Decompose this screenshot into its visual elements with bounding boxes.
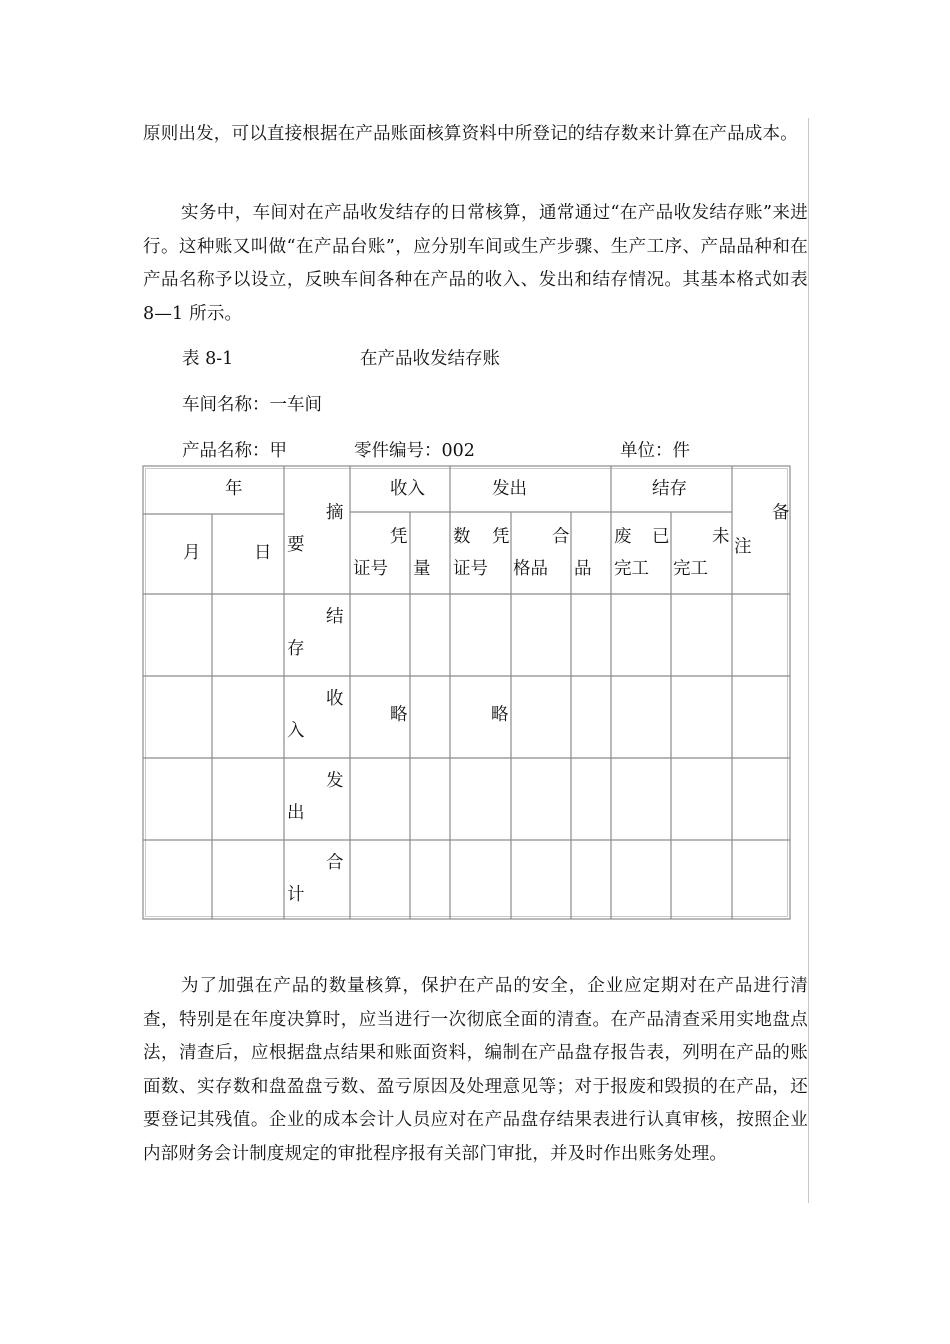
- header-issue-voucher-top: 凭: [492, 527, 510, 547]
- paragraph-3: 为了加强在产品的数量核算，保护在产品的安全，企业应定期对在产品进行清查，特别是在年度决算时，应当进行一次彻底全面的清查。在产品清查采用实地盘点法，清查后，应根据盘点结果和账面资料，编制在产品盘存报告表，列明在产品的账面数、实存数和盘盈盘亏数、盈亏原因及处理意见等；对于报废和毁损的在产品，还要登记其残值。企业的成本会计人员应对在产品盘存结果表进行认真审核，按照企业内部财务会计制度规定的审批程序报有关部门审批，并及时作出账务处理。: [143, 976, 808, 1164]
- header-balance: 结存: [652, 479, 687, 499]
- header-done: 已: [652, 527, 670, 547]
- header-day: 日: [254, 543, 272, 563]
- header-voucher-bottom: 证号: [353, 559, 388, 579]
- header-undone-top: 未: [712, 527, 730, 547]
- header-good-bottom: 格品: [513, 559, 548, 579]
- row-balance-top: 结: [326, 607, 344, 627]
- header-qty: 量: [413, 559, 431, 579]
- paragraph-1: 原则出发，可以直接根据在产品账面核算资料中所登记的结存数来计算在产品成本。: [143, 124, 798, 144]
- row-issue-top: 发: [326, 771, 344, 791]
- header-year: 年: [225, 479, 243, 499]
- header-scrap-top: 废: [614, 527, 632, 547]
- header-issue-voucher-bottom: 证号: [453, 559, 488, 579]
- row-total-bottom: 计: [287, 885, 305, 905]
- paragraph-2: 实务中，车间对在产品收发结存的日常核算，通常通过“在产品收发结存账”来进行。这种账又叫做“在产品台账”，应分别车间或生产步骤、生产工序、产品品种和在产品名称予以设立，反映车间各种在产品的收入、发出和结存情况。其基本格式如表 8—1 所示。: [143, 203, 808, 324]
- part-number: 零件编号：002: [354, 441, 475, 461]
- row-income-bottom: 入: [287, 721, 305, 741]
- row-total-top: 合: [326, 853, 344, 873]
- header-good-top: 合: [552, 527, 570, 547]
- row-income-top: 收: [326, 689, 344, 709]
- unit-label: 单位：件: [620, 441, 690, 461]
- header-remark-top: 备: [772, 503, 790, 523]
- header-month: 月: [183, 543, 201, 563]
- header-summary-top: 摘: [326, 503, 344, 523]
- table-number: 表 8-1: [182, 349, 234, 369]
- header-issue-qty: 数: [453, 527, 471, 547]
- header-issue: 发出: [492, 479, 527, 499]
- row-income-issue-cell: 略: [491, 705, 509, 725]
- header-remark-bottom: 注: [734, 537, 752, 557]
- header-scrap-bottom: 完工: [614, 559, 649, 579]
- table-title: 在产品收发结存账: [360, 349, 500, 369]
- row-income-income-cell: 略: [390, 705, 408, 725]
- header-income: 收入: [390, 479, 425, 499]
- row-issue-bottom: 出: [287, 803, 305, 823]
- workshop-name: 车间名称：一车间: [182, 395, 322, 415]
- header-summary-bottom: 要: [287, 535, 305, 555]
- row-balance-bottom: 存: [287, 639, 305, 659]
- header-good2: 品: [574, 559, 592, 579]
- header-voucher-top: 凭: [390, 527, 408, 547]
- header-undone-bottom: 完工: [673, 559, 708, 579]
- product-name: 产品名称：甲: [182, 441, 287, 461]
